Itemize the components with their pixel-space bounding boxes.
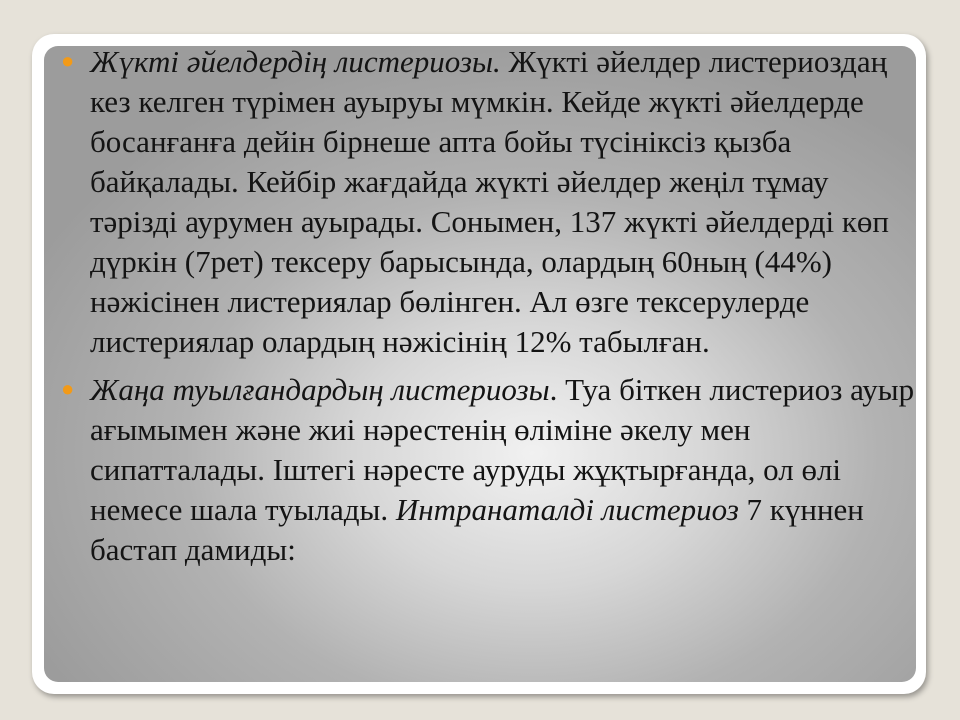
bullet-dot-icon: ● (61, 48, 75, 73)
bullet-body-text: . Туа біткен листериоз ауыр ағымымен және жиі нәрестенің өліміне әкелу мен сипатталады. Іштегі нәресте ауруды жұқтырғанда, ол өлі немесе шала туылады. (90, 372, 915, 527)
bullet-body-text: Жүкті әйелдер листериоздаң кез келген түрімен ауыруы мүмкін. Кейде жүкті әйелдерде босанғанға дейін бірнеше апта бойы түсініксіз қызба байқалады. Кейбір жағдайда жүкті әйелдер жеңіл тұмау тәрізді аурумен ауырады. Сонымен, 137 жүкті әйелдерді көп дүркін (7рет) тексеру барысында, олардың 60ның (44%) нәжісінен листериялар бөлінген. Ал өзге тексерулерде листериялар олардың нәжісінің 12% табылған. (90, 44, 889, 359)
bullet-lead-text: Жүкті әйелдердің листериозы. (90, 44, 501, 79)
bullet-tail-text: 7 күннен бастап дамиды: (90, 492, 864, 567)
slide-bullet-list (60, 42, 920, 578)
bullet-lead-text: Жаңа туылғандардың листериозы (90, 372, 550, 407)
bullet-item-pregnant-listeriosis (60, 42, 920, 362)
bullet-dot-icon: ● (61, 376, 75, 401)
bullet-item-newborn-listeriosis (60, 370, 920, 570)
bullet-italic-term: Интранаталді листериоз (395, 492, 739, 527)
